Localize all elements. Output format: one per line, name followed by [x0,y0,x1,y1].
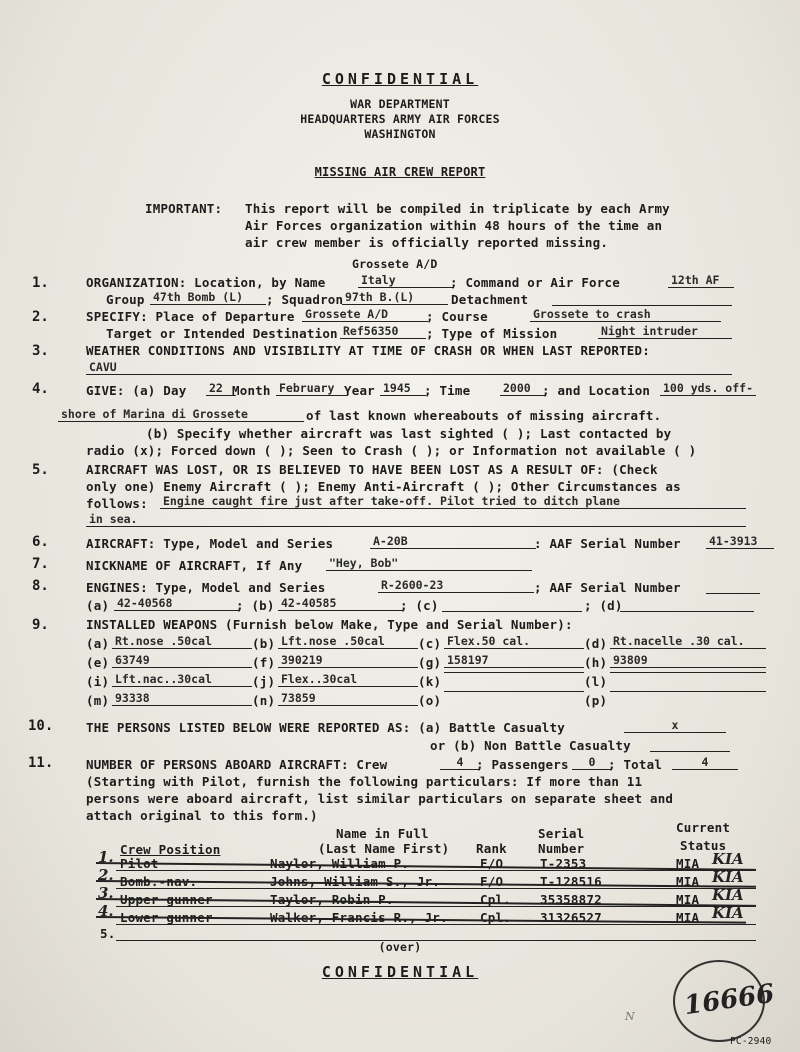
engine-serial-label: ; AAF Serial Number [534,580,681,595]
lost-line-2: only one) Enemy Aircraft ( ); Enemy Anti-Aircraft ( ); Other Circumstances as [86,479,681,494]
weapon-slot-field [444,691,584,692]
weapon-slot-field [610,672,766,673]
section-number: 3. [32,343,49,359]
weapon-slot-label: (n) [252,693,276,708]
contact-line-1: (b) Specify whether aircraft was last sighted ( ); Last contacted by [146,426,672,441]
location-label: ; and Location [542,383,651,398]
weapon-slot-label: (d) [584,636,608,651]
engine-c-field [442,611,582,612]
col-position-header: Crew Position [120,842,221,857]
weapon-slot-field: Lft.nac..30cal [112,672,252,687]
dept-line: WAR DEPARTMENT [350,97,450,111]
confidential-footer: CONFIDENTIAL [321,963,479,981]
persons-aboard-label: NUMBER OF PERSONS ABOARD AIRCRAFT: Crew [86,757,388,772]
weapon-slot-label: (e) [86,655,110,670]
weapon-slot-label: (p) [584,693,608,708]
crew-rank: F/O [480,874,504,889]
aircraft-type-field: A-20B [370,534,536,549]
crew-status: MIA [676,856,700,871]
important-line-1: This report will be compiled in triplicate by each Army [245,201,670,216]
organization-label: ORGANIZATION: Location, by Name [86,275,326,290]
row-number: 2. [98,866,114,884]
weapon-slot-field: 93338 [112,691,252,706]
crew-status: MIA [676,910,700,925]
row-line [116,888,756,889]
particulars-line-3: attach original to this form.) [86,808,318,823]
crew-serial: T-128516 [540,874,602,889]
weapon-slot-label: (k) [418,674,442,689]
row-line [116,924,756,925]
particulars-line-2: persons were aboard aircraft, list similar particulars on separate sheet and [86,791,674,806]
weather-label: WEATHER CONDITIONS AND VISIBILITY AT TIME OF CRASH OR WHEN LAST REPORTED: [86,343,650,358]
weapon-slot-field: 93809 [610,653,766,668]
row-line [116,906,756,907]
passengers-label: ; Passengers [476,757,569,772]
squadron-label: ; Squadron [266,292,344,307]
section-number: 5. [32,462,49,478]
engine-serial-line [706,593,760,594]
report-title: MISSING AIR CREW REPORT [314,165,486,179]
weapon-slot-label: (m) [86,693,110,708]
crew-serial: T-2353 [540,856,587,871]
time-label: ; Time [424,383,471,398]
section-number: 8. [32,578,49,594]
location-above: Grossete A/D [352,257,438,271]
group-label: Group [106,292,145,307]
year-field: 1945 [380,381,426,396]
weapon-slot-label: (b) [252,636,276,651]
city-line: WASHINGTON [364,127,436,141]
engine-type-field: R-2600-23 [378,578,534,593]
weapon-slot-label: (c) [418,636,442,651]
crew-serial: 31326527 [540,910,602,925]
weapon-slot-field: Rt.nacelle .30 cal. [610,634,766,649]
crew-position: Bomb.-nav. [120,874,198,889]
weapon-slot-label: (j) [252,674,276,689]
command-field: 12th AF [668,273,734,288]
handwritten-status: KIA [712,904,744,922]
weapon-slot-field [444,672,584,673]
crew-count-field: 4 [440,755,480,770]
section-number: 4. [32,381,49,397]
group-field: 47th Bomb (L) [150,290,266,305]
col-serial-subheader: Number [538,841,585,856]
aircraft-serial-field: 41-3913 [706,534,774,549]
squadron-field: 97th B.(L) [342,290,448,305]
circumstances-field: Engine caught fire just after take-off. Pilot tried to ditch plane [160,494,746,509]
particulars-line-1: (Starting with Pilot, furnish the following particulars: If more than 11 [86,774,643,789]
nickname-field: "Hey, Bob" [326,556,532,571]
weapon-slot-field: 73859 [278,691,418,706]
crew-name: Johns, William S., Jr. [270,874,440,889]
specify-label: SPECIFY: Place of Departure [86,309,295,324]
weapon-slot-label: (h) [584,655,608,670]
weapon-slot-field: Flex..30cal [278,672,418,687]
handwritten-status: KIA [712,868,744,886]
col-status-subheader: Status [680,838,727,853]
crew-position: Upper gunner [120,892,213,907]
aaf-serial-label: : AAF Serial Number [534,536,681,551]
nickname-label: NICKNAME OF AIRCRAFT, If Any [86,558,303,573]
corner-code: PC-2940 [730,1036,772,1047]
confidential-header: CONFIDENTIAL [321,70,479,88]
engines-label: ENGINES: Type, Model and Series [86,580,326,595]
crew-serial: 35358872 [540,892,602,907]
weapon-slot-label: (o) [418,693,442,708]
section-number: 7. [32,556,49,572]
weapons-label: INSTALLED WEAPONS (Furnish below Make, Type and Serial Number): [86,617,573,632]
crew-rank: Cpl. [480,892,511,907]
weapon-slot-label: (a) [86,636,110,651]
total-field: 4 [672,755,738,770]
section-number: 10. [28,718,54,734]
col-serial-header: Serial [538,826,585,841]
over-note: (over) [378,940,422,954]
handwritten-status: KIA [712,850,744,868]
weapon-slot-label: (f) [252,655,276,670]
section-number: 2. [32,309,49,325]
location-field-4b: shore of Marina di Grossete [58,407,304,422]
detachment-field [552,305,732,306]
weapon-slot-field: Flex.50 cal. [444,634,584,649]
lost-line-1: AIRCRAFT WAS LOST, OR IS BELIEVED TO HAVE BEEN LOST AS A RESULT OF: (Check [86,462,658,477]
year-label: Year [344,383,375,398]
month-field: February [276,381,348,396]
row-line [116,870,756,871]
month-label: Month [232,383,271,398]
mission-label: ; Type of Mission [426,326,558,341]
engine-b-label: ; (b) [236,598,275,613]
day-field: 22 [206,381,236,396]
crew-rank: Cpl. [480,910,511,925]
crew-status: MIA [676,874,700,889]
crew-position: Lower gunner [120,910,213,925]
give-label: GIVE: (a) Day [86,383,187,398]
total-label: ; Total [608,757,663,772]
contact-line-2: radio (x); Forced down ( ); Seen to Crash ( ); or Information not available ( ) [86,443,697,458]
col-name-header: Name in Full [336,826,429,841]
row-number: 5. [100,926,116,941]
row-number: 3. [98,884,114,902]
crew-name: Taylor, Robin P. [270,892,394,907]
lost-line-3: follows: [86,496,148,511]
engine-a-field: 42-40568 [114,596,240,611]
detachment-label: Detachment [451,292,529,307]
time-field: 2000 [500,381,546,396]
weapon-slot-field: Lft.nose .50cal [278,634,418,649]
non-battle-label: or (b) Non Battle Casualty [430,738,631,753]
row-number: 4. [98,902,114,920]
engine-b-field: 42-40585 [278,596,404,611]
location-field: Italy [358,273,454,288]
weather-field: CAVU [86,360,732,375]
weapon-slot-label: (i) [86,674,110,689]
hq-line: HEADQUARTERS ARMY AIR FORCES [300,112,500,126]
non-battle-field [650,751,730,752]
crew-position: Pilot [120,856,159,871]
course-field: Grossete to crash [530,307,721,322]
weapon-slot-label: (g) [418,655,442,670]
casualty-label: THE PERSONS LISTED BELOW WERE REPORTED AS: (a) Battle Casualty [86,720,565,735]
row-number: 1. [98,848,114,866]
crew-rank: F/O [480,856,504,871]
circumstances-field-2: in sea. [86,512,746,527]
course-label: ; Course [426,309,488,324]
weapon-slot-label: (l) [584,674,608,689]
section-number: 1. [32,275,49,291]
crew-name: Naylor, William P. [270,856,410,871]
location-field-4: 100 yds. off- [660,381,756,396]
weapon-slot-field: Rt.nose .50cal [112,634,252,649]
engine-d-label: ; (d) [584,598,623,613]
departure-field: Grossete A/D [302,307,428,322]
weapon-slot-field: 158197 [444,653,584,668]
important-line-3: air crew member is officially reported missing. [245,235,609,250]
crew-name: Walker, Francis R., Jr. [270,910,448,925]
important-line-2: Air Forces organization within 48 hours of the time an [245,218,663,233]
weapon-slot-field: 63749 [112,653,252,668]
command-label: ; Command or Air Force [450,275,620,290]
col-name-subheader: (Last Name First) [318,841,450,856]
col-rank-header: Rank [476,841,507,856]
target-label: Target or Intended Destination [106,326,338,341]
crew-status: MIA [676,892,700,907]
target-field: Ref56350 [340,324,426,339]
passengers-field: 0 [572,755,612,770]
weapon-slot-field [610,691,766,692]
engine-d-field [620,611,754,612]
section-number: 9. [32,617,49,633]
aircraft-label: AIRCRAFT: Type, Model and Series [86,536,334,551]
engine-c-label: ; (c) [400,598,439,613]
battle-casualty-field: x [624,718,726,733]
section-number: 11. [28,755,54,771]
whereabouts-text: of last known whereabouts of missing aircraft. [306,408,662,423]
section-number: 6. [32,534,49,550]
mission-field: Night intruder [598,324,732,339]
handwritten-status: KIA [712,886,744,904]
weapon-slot-field: 390219 [278,653,418,668]
small-mark: N [625,1010,635,1023]
engine-a-label: (a) [86,598,110,613]
important-label: IMPORTANT: [145,201,223,216]
col-status-header: Current [676,820,731,835]
stamp-number: 16666 [682,978,777,1022]
